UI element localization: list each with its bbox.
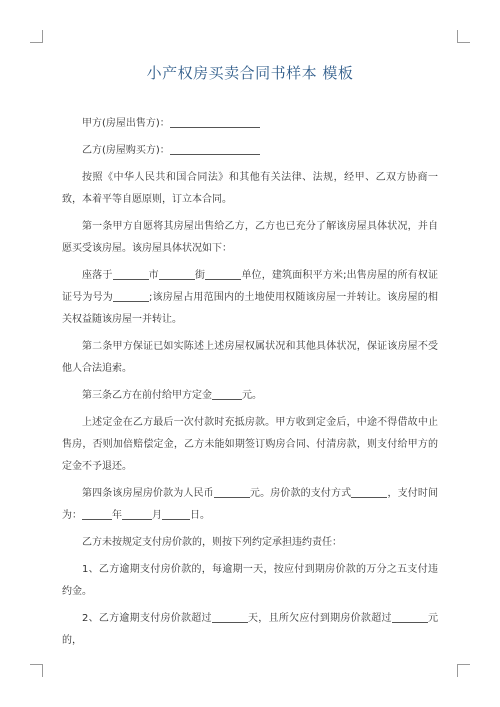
overdue-amount-blank[interactable] bbox=[392, 610, 428, 623]
party-a-blank[interactable] bbox=[170, 115, 260, 128]
deposit-note: 上述定金在乙方最后一次付款时充抵房款。甲方收到定金后，中途不得借故中止售房，否则加倍赔偿定金，乙方未能如期签订购房合同、付清房款，则支付给甲方的定金不予退还。 bbox=[62, 417, 438, 472]
party-b-line bbox=[62, 140, 438, 162]
overdue-days-blank[interactable] bbox=[212, 610, 248, 623]
document-body bbox=[62, 113, 438, 657]
art1-text-d: 单位，建筑面积平方米;出售房屋的所有权证证号为号为 bbox=[62, 270, 438, 303]
article-2: 第二条甲方保证已如实陈述上述房屋权属状况和其他具体状况，保证该房屋不受他人合法追索。 bbox=[62, 341, 438, 374]
article-1-intro: 第一条甲方自愿将其房屋出售给乙方，乙方也已充分了解该房屋具体状况，并自愿买受该房屋。该房屋具体状况如下： bbox=[62, 221, 438, 254]
breach-2-text-b: 天，且所欠应付到期房价款超过 bbox=[247, 613, 392, 624]
city-blank[interactable] bbox=[113, 267, 149, 280]
article-4 bbox=[62, 483, 438, 527]
party-b-label: 乙方(房屋购买方)： bbox=[82, 145, 170, 156]
art3-text-b: 元。 bbox=[242, 390, 262, 401]
party-b-blank[interactable] bbox=[170, 142, 260, 155]
street-blank[interactable] bbox=[159, 267, 195, 280]
art4-text-a: 第四条该房屋房价款为人民币 bbox=[82, 488, 214, 499]
art1-text-c: 街 bbox=[194, 270, 206, 281]
day-blank[interactable] bbox=[162, 507, 190, 520]
breach-2-text-a: 2、乙方逾期支付房价款超过 bbox=[82, 613, 212, 624]
art4-text-c: ，支付时间为： bbox=[62, 488, 439, 521]
party-a-line bbox=[62, 113, 438, 135]
certificate-number-blank[interactable] bbox=[113, 289, 149, 302]
article-3 bbox=[62, 385, 438, 407]
art1-text-a: 座落于 bbox=[82, 270, 113, 281]
art4-month: 月 bbox=[152, 510, 162, 521]
payment-method-blank[interactable] bbox=[351, 485, 387, 498]
intro-paragraph: 按照《中华人民共和国合同法》和其他有关法律、法规，经甲、乙双方协商一致，本着平等自愿原则，订立本合同。 bbox=[62, 172, 438, 205]
price-blank[interactable] bbox=[214, 485, 250, 498]
corner-mark-top-left bbox=[30, 30, 43, 43]
deposit-amount-blank[interactable] bbox=[212, 387, 242, 400]
breach-2-text-c: 元的， bbox=[62, 613, 438, 646]
art4-day: 日。 bbox=[190, 510, 210, 521]
breach-intro: 乙方未按规定支付房价款的，则按下列约定承担违约责任： bbox=[82, 537, 342, 548]
month-blank[interactable] bbox=[122, 507, 152, 520]
document-title: 小产权房买卖合同书样本 模板 bbox=[146, 64, 354, 82]
art3-text-a: 第三条乙方在前付给甲方定金 bbox=[82, 390, 212, 401]
corner-mark-bottom-left bbox=[30, 664, 43, 677]
breach-clause-2 bbox=[62, 608, 438, 652]
art1-text-e: ;该房屋占用范围内的土地使用权随该房屋一并转让。该房屋的相关权益随该房屋一并转让。 bbox=[62, 292, 439, 325]
art4-year: 年 bbox=[112, 510, 122, 521]
corner-mark-top-right bbox=[457, 30, 470, 43]
breach-clause-1: 1、乙方逾期支付房价款的，每逾期一天，按应付到期房价款的万分之五支付违约金。 bbox=[62, 564, 438, 597]
year-blank[interactable] bbox=[82, 507, 112, 520]
article-1-details bbox=[62, 265, 438, 331]
corner-mark-bottom-right bbox=[457, 664, 470, 677]
art1-text-b: 市 bbox=[148, 270, 159, 281]
unit-blank[interactable] bbox=[205, 267, 241, 280]
art4-text-b: 元。房价款的支付方式 bbox=[249, 488, 352, 499]
party-a-label: 甲方(房屋出售方)： bbox=[82, 118, 170, 129]
